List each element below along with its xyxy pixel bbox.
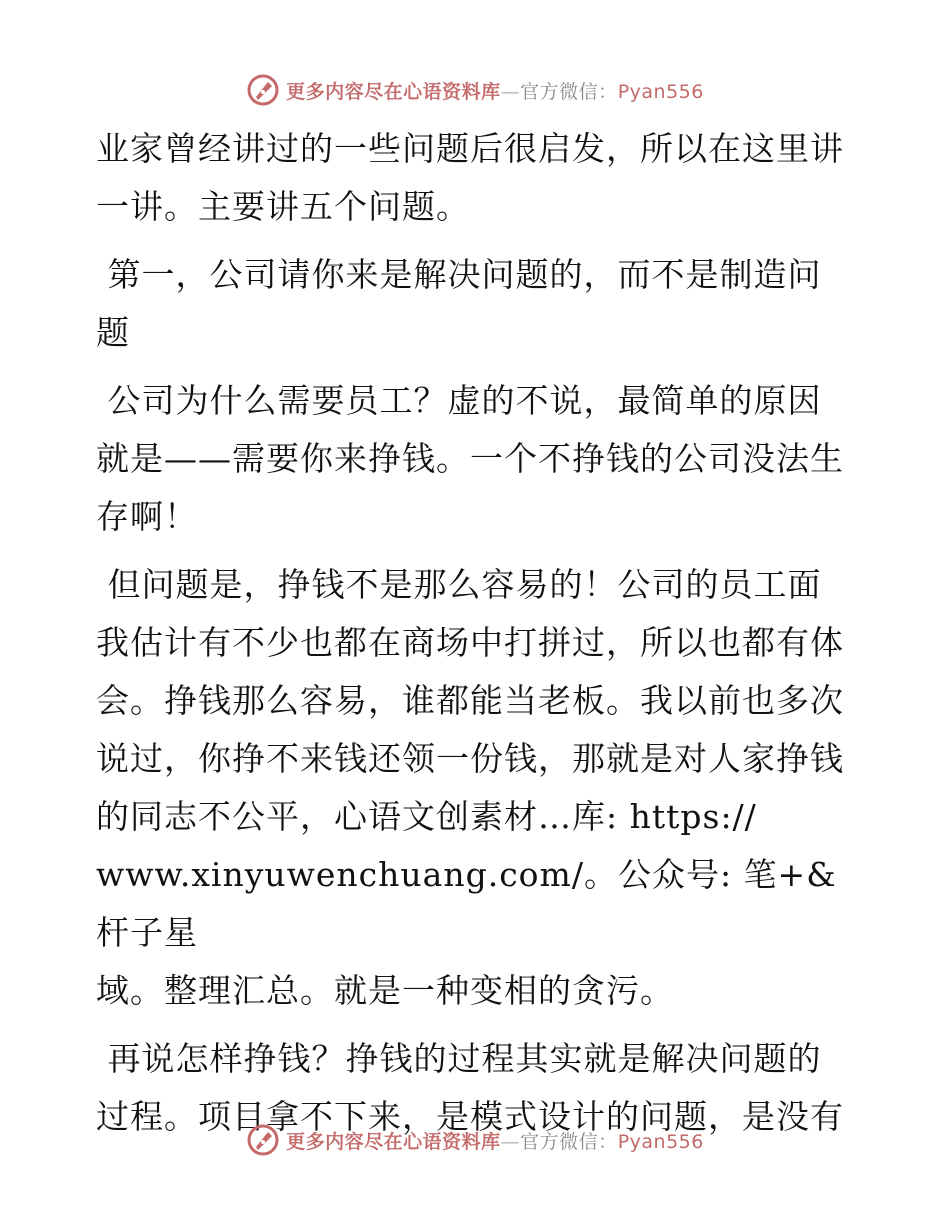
paragraph-earning-money: 但问题是，挣钱不是那么容易的！公司的员工面 我估计有不少也都在商场中打拼过，所以也都有体 会。挣钱那么容易，谁都能当老板。我以前也多次 说过，你挣不来钱还领一份钱，那就是对人家挣钱 的同志不公平，心语文创素材…库: https:// www.xinyuwenchuang.com/。公众号: 笔+&杆子星 域。整理汇总。就是一种变相的贪污。 [96,565,844,1010]
footer-brand-row [246,1123,704,1157]
paragraph-why-employees: 公司为什么需要员工？虚的不说，最简单的原因 就是——需要你来挣钱。一个不挣钱的公司没法生 存啊！ [96,381,844,536]
footer-brand-text: 更多内容尽在心语资料库 [286,1130,501,1153]
paragraph-how-to-earn: 再说怎样挣钱？挣钱的过程其实就是解决问题的 过程。项目拿不下来，是模式设计的问题，是没有 [96,1039,844,1136]
header-brand-row [246,73,704,107]
document-body [96,120,856,1146]
footer-wechat-handle: Pyan556 [617,1130,704,1153]
footer-separator: — [500,1130,521,1153]
header-brand-line [286,77,704,104]
paragraph-intro: 业家曾经讲过的一些问题后很启发，所以在这里讲 一讲。主要讲五个问题。 [96,129,844,226]
pen-nib-logo-icon [246,73,280,107]
page-footer-banner [0,1120,950,1160]
header-wechat-label: 官方微信： [520,80,618,103]
pen-nib-logo-icon [246,1123,280,1157]
header-separator: — [500,80,521,103]
header-brand-text: 更多内容尽在心语资料库 [286,80,501,103]
paragraph-point-one-heading: 第一，公司请你来是解决问题的，而不是制造问 题 [96,255,822,352]
page-header-banner [0,70,950,110]
footer-wechat-label: 官方微信： [520,1130,618,1153]
header-wechat-handle: Pyan556 [617,80,704,103]
footer-brand-line [286,1127,704,1154]
